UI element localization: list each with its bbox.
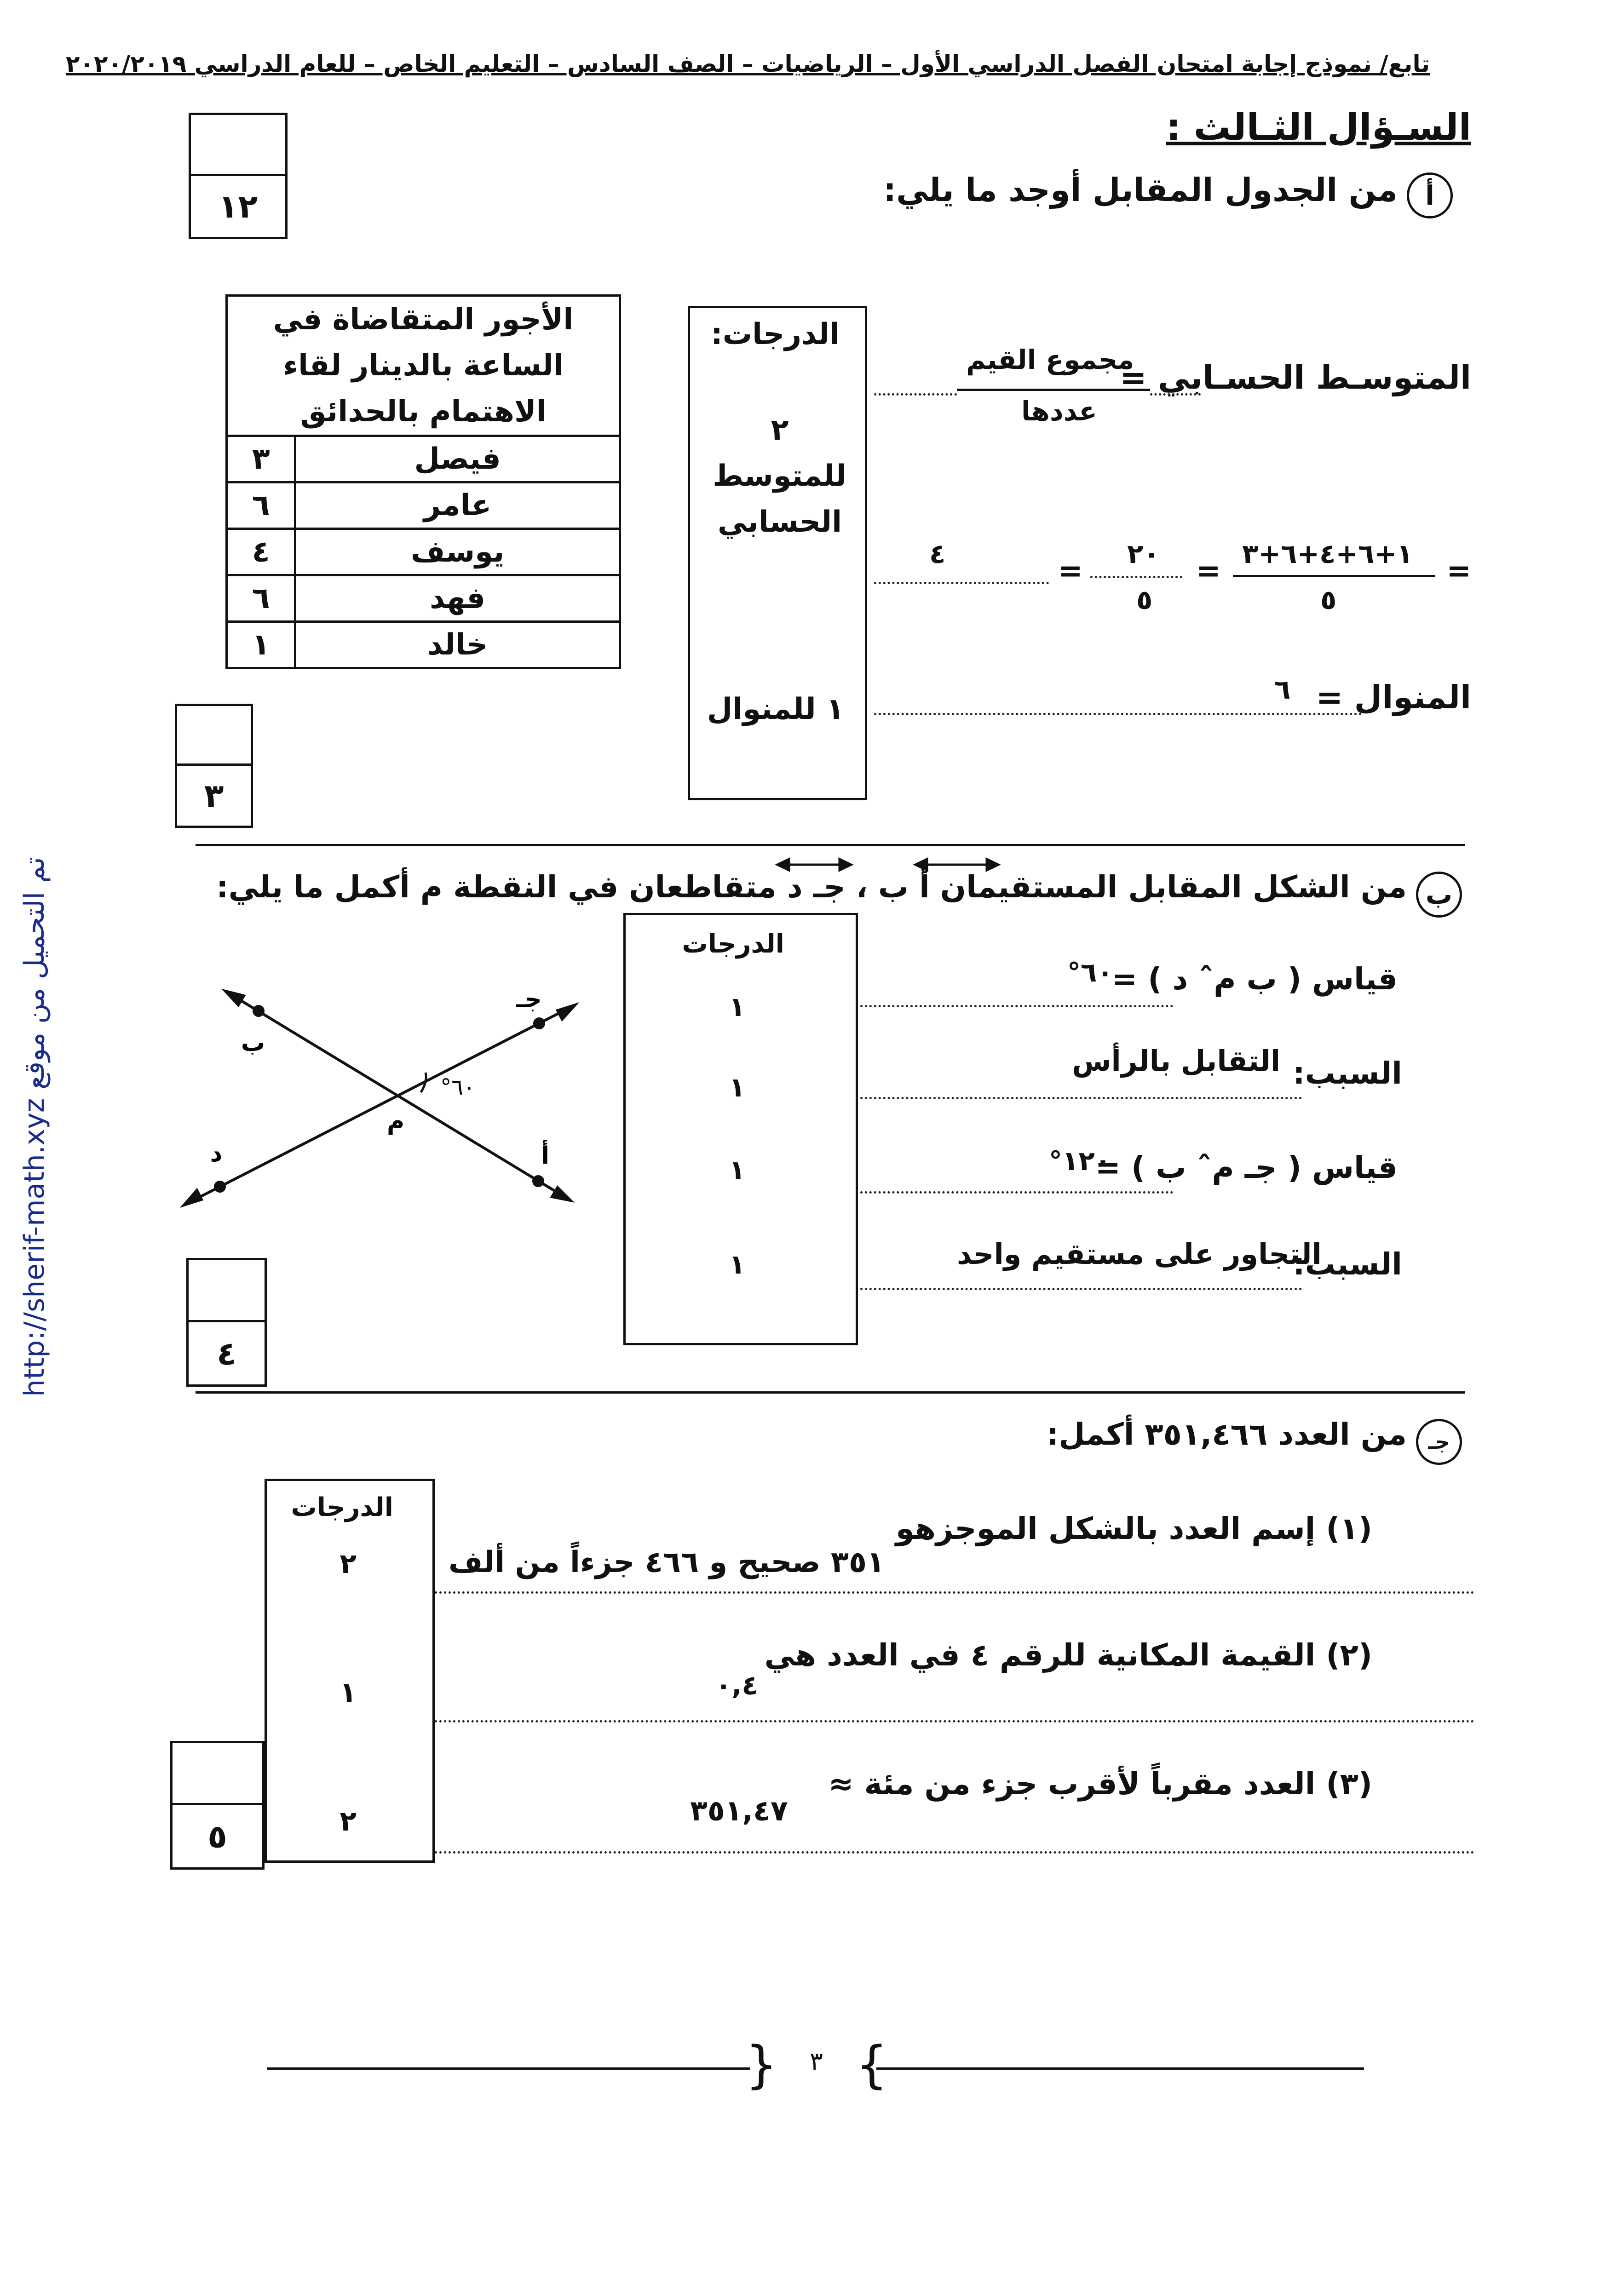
grades-title: الدرجات xyxy=(682,929,784,959)
part-c-score-box xyxy=(170,1741,265,1870)
question-title: السـؤال الثـالث : xyxy=(1166,106,1471,149)
sidebar-download-text: تم التحميل من موقع http://sherif-math.xyz xyxy=(18,857,51,1397)
page-number: ٣ xyxy=(810,2047,823,2076)
calc-result: ٤ xyxy=(929,538,946,569)
grade-item: ١ xyxy=(340,1676,357,1709)
grades-title: الدرجات: xyxy=(711,317,840,351)
c-q1: (١) إسم العدد بالشكل الموجزهو xyxy=(895,1511,1372,1546)
part-b-score-box xyxy=(186,1258,267,1387)
grades-mean: ٢ للمتوسط الحسابي xyxy=(713,413,846,539)
part-b-circle: ب xyxy=(1416,872,1462,918)
label-d: د xyxy=(210,1140,223,1167)
label-m: م xyxy=(386,1108,405,1135)
label-j: جـ xyxy=(516,986,542,1013)
c-a3: ٣٥١,٤٧ xyxy=(690,1794,788,1827)
reason2-answer: التجاور على مستقيم واحد xyxy=(957,1237,1322,1271)
q1-answer: ٦٠° xyxy=(1067,957,1113,988)
table-row xyxy=(227,529,620,575)
row-name: عامر xyxy=(295,482,620,529)
calc-equals-2: = xyxy=(1196,554,1221,588)
calc-numerator-2: ٢٠ xyxy=(1127,538,1160,569)
footer-bracket-right: } xyxy=(856,2035,888,2094)
q2-label: قياس ( جـ مˆ ب ) = xyxy=(1095,1150,1398,1185)
label-a: أ xyxy=(541,1142,549,1170)
row-value: ٣ xyxy=(227,436,295,482)
part-a-prompt: من الجدول المقابل أوجد ما يلي: xyxy=(883,171,1398,209)
grade-item: ١ xyxy=(729,1249,745,1280)
grades-title: الدرجات xyxy=(291,1492,393,1522)
table-row xyxy=(227,575,620,622)
row-value: ٦ xyxy=(227,575,295,622)
grade-item: ٢ xyxy=(340,1548,357,1580)
mean-label: المتوسـط الحسـابي = xyxy=(1119,359,1471,396)
intersecting-lines-figure xyxy=(170,970,584,1233)
grade-item: ١ xyxy=(729,991,745,1022)
grade-item: ١ xyxy=(729,1072,745,1103)
q1-label: قياس ( ب مˆ د ) = xyxy=(1111,961,1398,997)
total-score-box xyxy=(189,113,288,239)
mode-value: ٦ xyxy=(1274,674,1291,705)
mode-label: المنوال = xyxy=(1316,678,1471,716)
c-a2: ٠,٤ xyxy=(715,1670,758,1701)
label-angle: ٦٠° xyxy=(440,1074,475,1100)
reason1-label: السبب: xyxy=(1293,1056,1402,1091)
calc-equals-3: = xyxy=(1058,554,1083,588)
reason2-label: السبب: xyxy=(1293,1246,1402,1282)
wages-table xyxy=(225,294,621,669)
part-c-score-value: ٥ xyxy=(207,1817,227,1855)
part-c-grades-box xyxy=(265,1479,435,1863)
calc-equals: = xyxy=(1446,554,1471,588)
grades-mode: ١ للمنوال xyxy=(707,692,844,726)
part-b-score-value: ٤ xyxy=(217,1334,236,1372)
calc-numerator: ١+٦+٤+٦+٣ xyxy=(1242,538,1413,569)
part-c-circle: جـ xyxy=(1416,1419,1462,1465)
c-q2: (٢) القيمة المكانية للرقم ٤ في العدد هي xyxy=(764,1637,1372,1673)
reason1-answer: التقابل بالرأس xyxy=(1072,1044,1281,1078)
row-name: خالد xyxy=(295,622,620,668)
c-q3: (٣) العدد مقرباً لأقرب جزء من مئة ≈ xyxy=(828,1766,1372,1802)
page-header: تابع/ نموذج إجابة امتحان الفصل الدراسي الأول – الرياضيات – الصف السادس – التعليم الخاص – للعام الدراسي ٢٠٢٠/٢٠١٩ xyxy=(65,51,1430,77)
row-value: ٤ xyxy=(227,529,295,575)
table-row xyxy=(227,436,620,482)
table-row xyxy=(227,482,620,529)
part-a-score-box xyxy=(175,704,253,828)
fraction-numerator: مجموع القيم xyxy=(966,344,1134,375)
row-name: فيصل xyxy=(295,436,620,482)
calc-denominator-2: ٥ xyxy=(1136,584,1153,615)
c-a1: ٣٥١ صحيح و ٤٦٦ جزءاً من ألف xyxy=(449,1545,885,1579)
total-score-value: ١٢ xyxy=(218,187,258,225)
part-b-prompt: من الشكل المقابل المستقيمان أ ب ، جـ د متقاطعان في النقطة م أكمل ما يلي: xyxy=(216,869,1407,905)
calc-denominator: ٥ xyxy=(1320,584,1337,615)
row-name: فهد xyxy=(295,575,620,622)
row-value: ١ xyxy=(227,622,295,668)
wages-table-header: الأجور المتقاضاة في الساعة بالدينار لقاء الاهتمام بالحدائق xyxy=(227,296,620,436)
footer-bracket-left: { xyxy=(745,2035,777,2094)
part-a-score-value: ٣ xyxy=(204,777,224,815)
part-b-grades-box xyxy=(623,913,858,1345)
footer-line-right xyxy=(876,2067,1364,2070)
footer-line-left xyxy=(267,2067,750,2070)
part-a-circle: أ xyxy=(1407,172,1453,218)
label-b: ب xyxy=(241,1029,265,1057)
table-row xyxy=(227,622,620,668)
row-name: يوسف xyxy=(295,529,620,575)
fraction-denominator: عددها xyxy=(1021,396,1097,427)
part-c-prompt: من العدد ٣٥١,٤٦٦ أكمل: xyxy=(1046,1417,1407,1452)
part-a-grades-box xyxy=(688,306,867,800)
grade-item: ٢ xyxy=(340,1805,357,1837)
row-value: ٦ xyxy=(227,482,295,529)
line-notation-arrows xyxy=(690,851,1086,878)
grade-item: ١ xyxy=(729,1154,745,1186)
q2-answer: ١٢٠° xyxy=(1049,1145,1111,1177)
